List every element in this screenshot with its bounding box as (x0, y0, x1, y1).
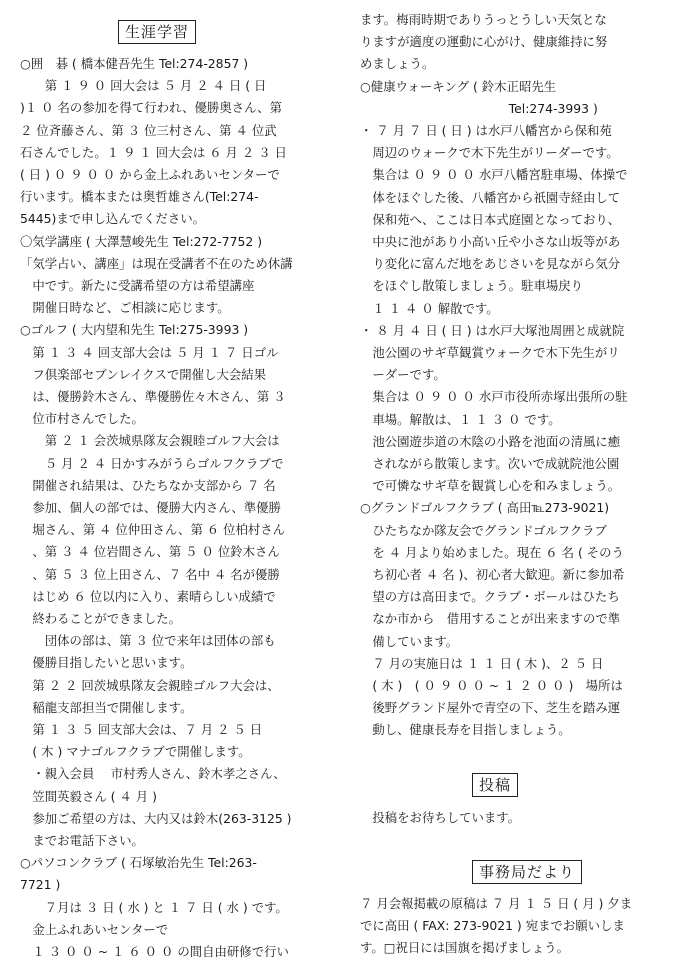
text-line: ち初心者 ４ 名 )、初心者大歓迎。新に参加希 (360, 567, 625, 582)
text-line: 池公園遊歩道の木陰の小路を池面の清風に癒 (360, 433, 621, 449)
text-line: 笠間英毅さん ( ４ 月 ) (20, 788, 157, 804)
text-line: ( 木 ) マナゴルフクラブで開催します。 (20, 744, 251, 760)
text-line: 参加ご希望の方は、大内又は鈴木(263-3125 ) (20, 810, 292, 826)
text-line: りますが適度の運動に心がけ、健康維持に努 (360, 34, 608, 50)
text-line: ７ 月の実施日は １ １ 日 ( 木 )、２ ５ 日 (360, 655, 604, 671)
text-line: 開催日時など、ご相談に応じます。 (20, 300, 230, 316)
text-line: 保和苑へ、ここは日本式庭園となっており、 (360, 211, 621, 227)
text-line: 、第 ３ ４ 位岩間さん、第 ５ ０ 位鈴木さん (20, 544, 280, 560)
text-line: 石さんでした。１ ９ １ 回大会は ６ 月 ２ ３ 日 (20, 144, 287, 160)
text-line: ７月は ３ 日 ( 水 ) と １ ７ 日 ( 水 ) です。 (20, 899, 288, 915)
text-line: 望の方は高田まで。クラブ・ボールはひたち (360, 589, 620, 605)
text-line: を ４ 月より始めました。現在 ６ 名 ( そのう (360, 544, 624, 560)
text-line: で可憐なサギ草を観賞し心を和みましょう。 (360, 478, 621, 494)
text-line: ○ゴルフ ( 大内望和先生 Tel:275-3993 ) (20, 322, 249, 338)
text-line: ーダーです。 (360, 367, 446, 383)
text-line: ○健康ウォーキング ( 鈴木正昭先生 (360, 78, 557, 94)
heading-lifelong-learning: 生涯学習 (118, 20, 196, 44)
text-line: 後野グランド屋外で青空の下、芝生を踏み運 (360, 700, 621, 716)
text-line: されながら散策します。次いで成就院池公園 (360, 456, 620, 471)
text-line: 位市村さんでした。 (20, 411, 144, 427)
text-line: 終わることができました。 (20, 611, 182, 626)
text-line: ・ ８ 月 ４ 日 ( 日 ) は水戸大塚池周囲と成就院 (360, 322, 625, 338)
contributions-text: 投稿をお待ちしています。 (360, 810, 521, 825)
text-line: 第 １ ３ ５ 回支部大会は、７ 月 ２ ５ 日 (20, 722, 263, 737)
text-line: 7721 ) (20, 877, 61, 893)
text-line: ( 木 ) ( ０ ９ ０ ０ ~ １ ２ ０ ０ ) 場所は (360, 678, 623, 693)
text-line: 堀さん、第 ４ 位仲田さん、第 ６ 位柏村さん (20, 522, 286, 538)
text-line: 「気学占い、講座」は現在受講者不在のため休講 (20, 255, 293, 271)
text-line: 集合は ０ ９ ０ ０ 水戸八幡宮駐車場、体操で (360, 167, 628, 183)
text-line: 中です。新たに受講希望の方は希望講座 (20, 278, 255, 293)
text-line: 稲龍支部担当で開催します。 (20, 699, 193, 715)
text-line: ひたちなか隊友会でグランドゴルフクラブ (360, 522, 607, 538)
text-line: ○パソコンクラブ ( 石塚敏治先生 Tel:263- (20, 855, 257, 871)
text-line: 団体の部は、第 ３ 位で来年は団体の部も (20, 633, 276, 649)
text-line: ○囲 碁 ( 橋本健吾先生 Tel:274-2857 ) (20, 56, 249, 71)
text-line: までお電話下さい。 (20, 833, 144, 848)
text-line: ５ 月 ２ ４ 日かすみがうらゴルフクラブで (20, 455, 284, 471)
text-line: でに高田 ( FAX: 273-9021 ) 宛までお願いしま (360, 918, 625, 934)
text-line: フ倶楽部セブンレイクスで開催し大会結果 (20, 366, 267, 382)
text-line: めましょう。 (360, 56, 435, 72)
text-line: り変化に富んだ地をあじさいを見ながら気分 (360, 256, 621, 272)
text-line: ( 日 ) ０ ９ ０ ０ から金上ふれあいセンターで (20, 167, 280, 182)
text-line: 動し、健康長寿を目指しましょう。 (360, 722, 571, 738)
text-line: 開催され結果は、ひたちなか支部から ７ 名 (20, 477, 276, 493)
text-line: 行います。橋本または奥哲雄さん(Tel:274- (20, 189, 259, 205)
text-line: ○グランドゴルフクラブ ( 高田℡273-9021) (360, 500, 610, 516)
text-line: なか市から 借用することが出来ますので準 (360, 611, 621, 627)
text-line: 第 ２ ２ 回茨城県隊友会親睦ゴルフ大会は、 (20, 677, 280, 693)
text-line: 優勝目指したいと思います。 (20, 655, 193, 671)
text-line: 池公園のサギ草観賞ウォークで木下先生がリ (360, 345, 620, 360)
text-line: ７ 月会報掲載の原稿は ７ 月 １ ５ 日 ( 月 ) 夕ま (360, 896, 633, 911)
heading-office-news: 事務局だより (472, 860, 582, 884)
text-line: 備しています。 (360, 633, 459, 649)
text-line: 集合は ０ ９ ０ ０ 水戸市役所赤塚出張所の駐 (360, 389, 628, 405)
text-line: 第 ２ １ 会茨城県隊友会親睦ゴルフ大会は (20, 433, 280, 449)
text-line: はじめ ６ 位以内に入り、素晴らしい成績で (20, 588, 276, 604)
text-line: )１ ０ 名の参加を得て行われ、優勝奥さん、第 (20, 100, 283, 116)
text-line: をほぐし散策しましょう。駐車場戻り (360, 278, 584, 294)
text-line: ます。梅雨時期でありうっとうしい天気とな (360, 12, 607, 27)
text-line: 金上ふれあいセンターで (20, 921, 169, 937)
heading-contributions: 投稿 (472, 773, 518, 797)
text-line: １ ３ ０ ０ ~ １ ６ ０ ０ の間自由研修で行い (20, 944, 289, 959)
text-line: は、優勝鈴木さん、準優勝佐々木さん、第 ３ (20, 389, 286, 404)
text-line: 、第 ５ ３ 位上田さん、７ 名中 ４ 名が優勝 (20, 566, 280, 582)
text-line: 〇気学講座 ( 大澤慧峻先生 Tel:272-7752 ) (20, 233, 263, 249)
text-line: す。□祝日には国旗を掲げましょう。 (360, 940, 569, 956)
text-line: 参加、個人の部では、優勝大内さん、準優勝 (20, 500, 281, 515)
text-line: 中央に池があり小高い丘や小さな山坂等があ (360, 234, 621, 249)
text-line: 体をほぐした後、八幡宮から祇園寺経由して (360, 189, 621, 205)
text-line: 車場。解散は、１ １ ３ ０ です。 (360, 411, 561, 427)
text-line: ・親入会員 市村秀人さん、鈴木孝之さん、 (20, 766, 286, 782)
text-line: Tel:274-3993 ) (360, 100, 598, 116)
text-line: 5445)まで申し込んでください。 (20, 211, 206, 227)
text-line: ２ 位斉藤さん、第 ３ 位三村さん、第 ４ 位武 (20, 122, 277, 138)
text-line: １ １ ４ ０ 解散です。 (360, 300, 499, 316)
text-line: 周辺のウォークで木下先生がリーダーです。 (360, 145, 619, 161)
text-line: 第 １ ３ ４ 回支部大会は ５ 月 １ ７ 日ゴル (20, 344, 279, 360)
text-line: ・ ７ 月 ７ 日 ( 日 ) は水戸八幡宮から保和苑 (360, 123, 612, 138)
text-line: 第 １ ９ ０ 回大会は ５ 月 ２ ４ 日 ( 日 (20, 78, 267, 94)
